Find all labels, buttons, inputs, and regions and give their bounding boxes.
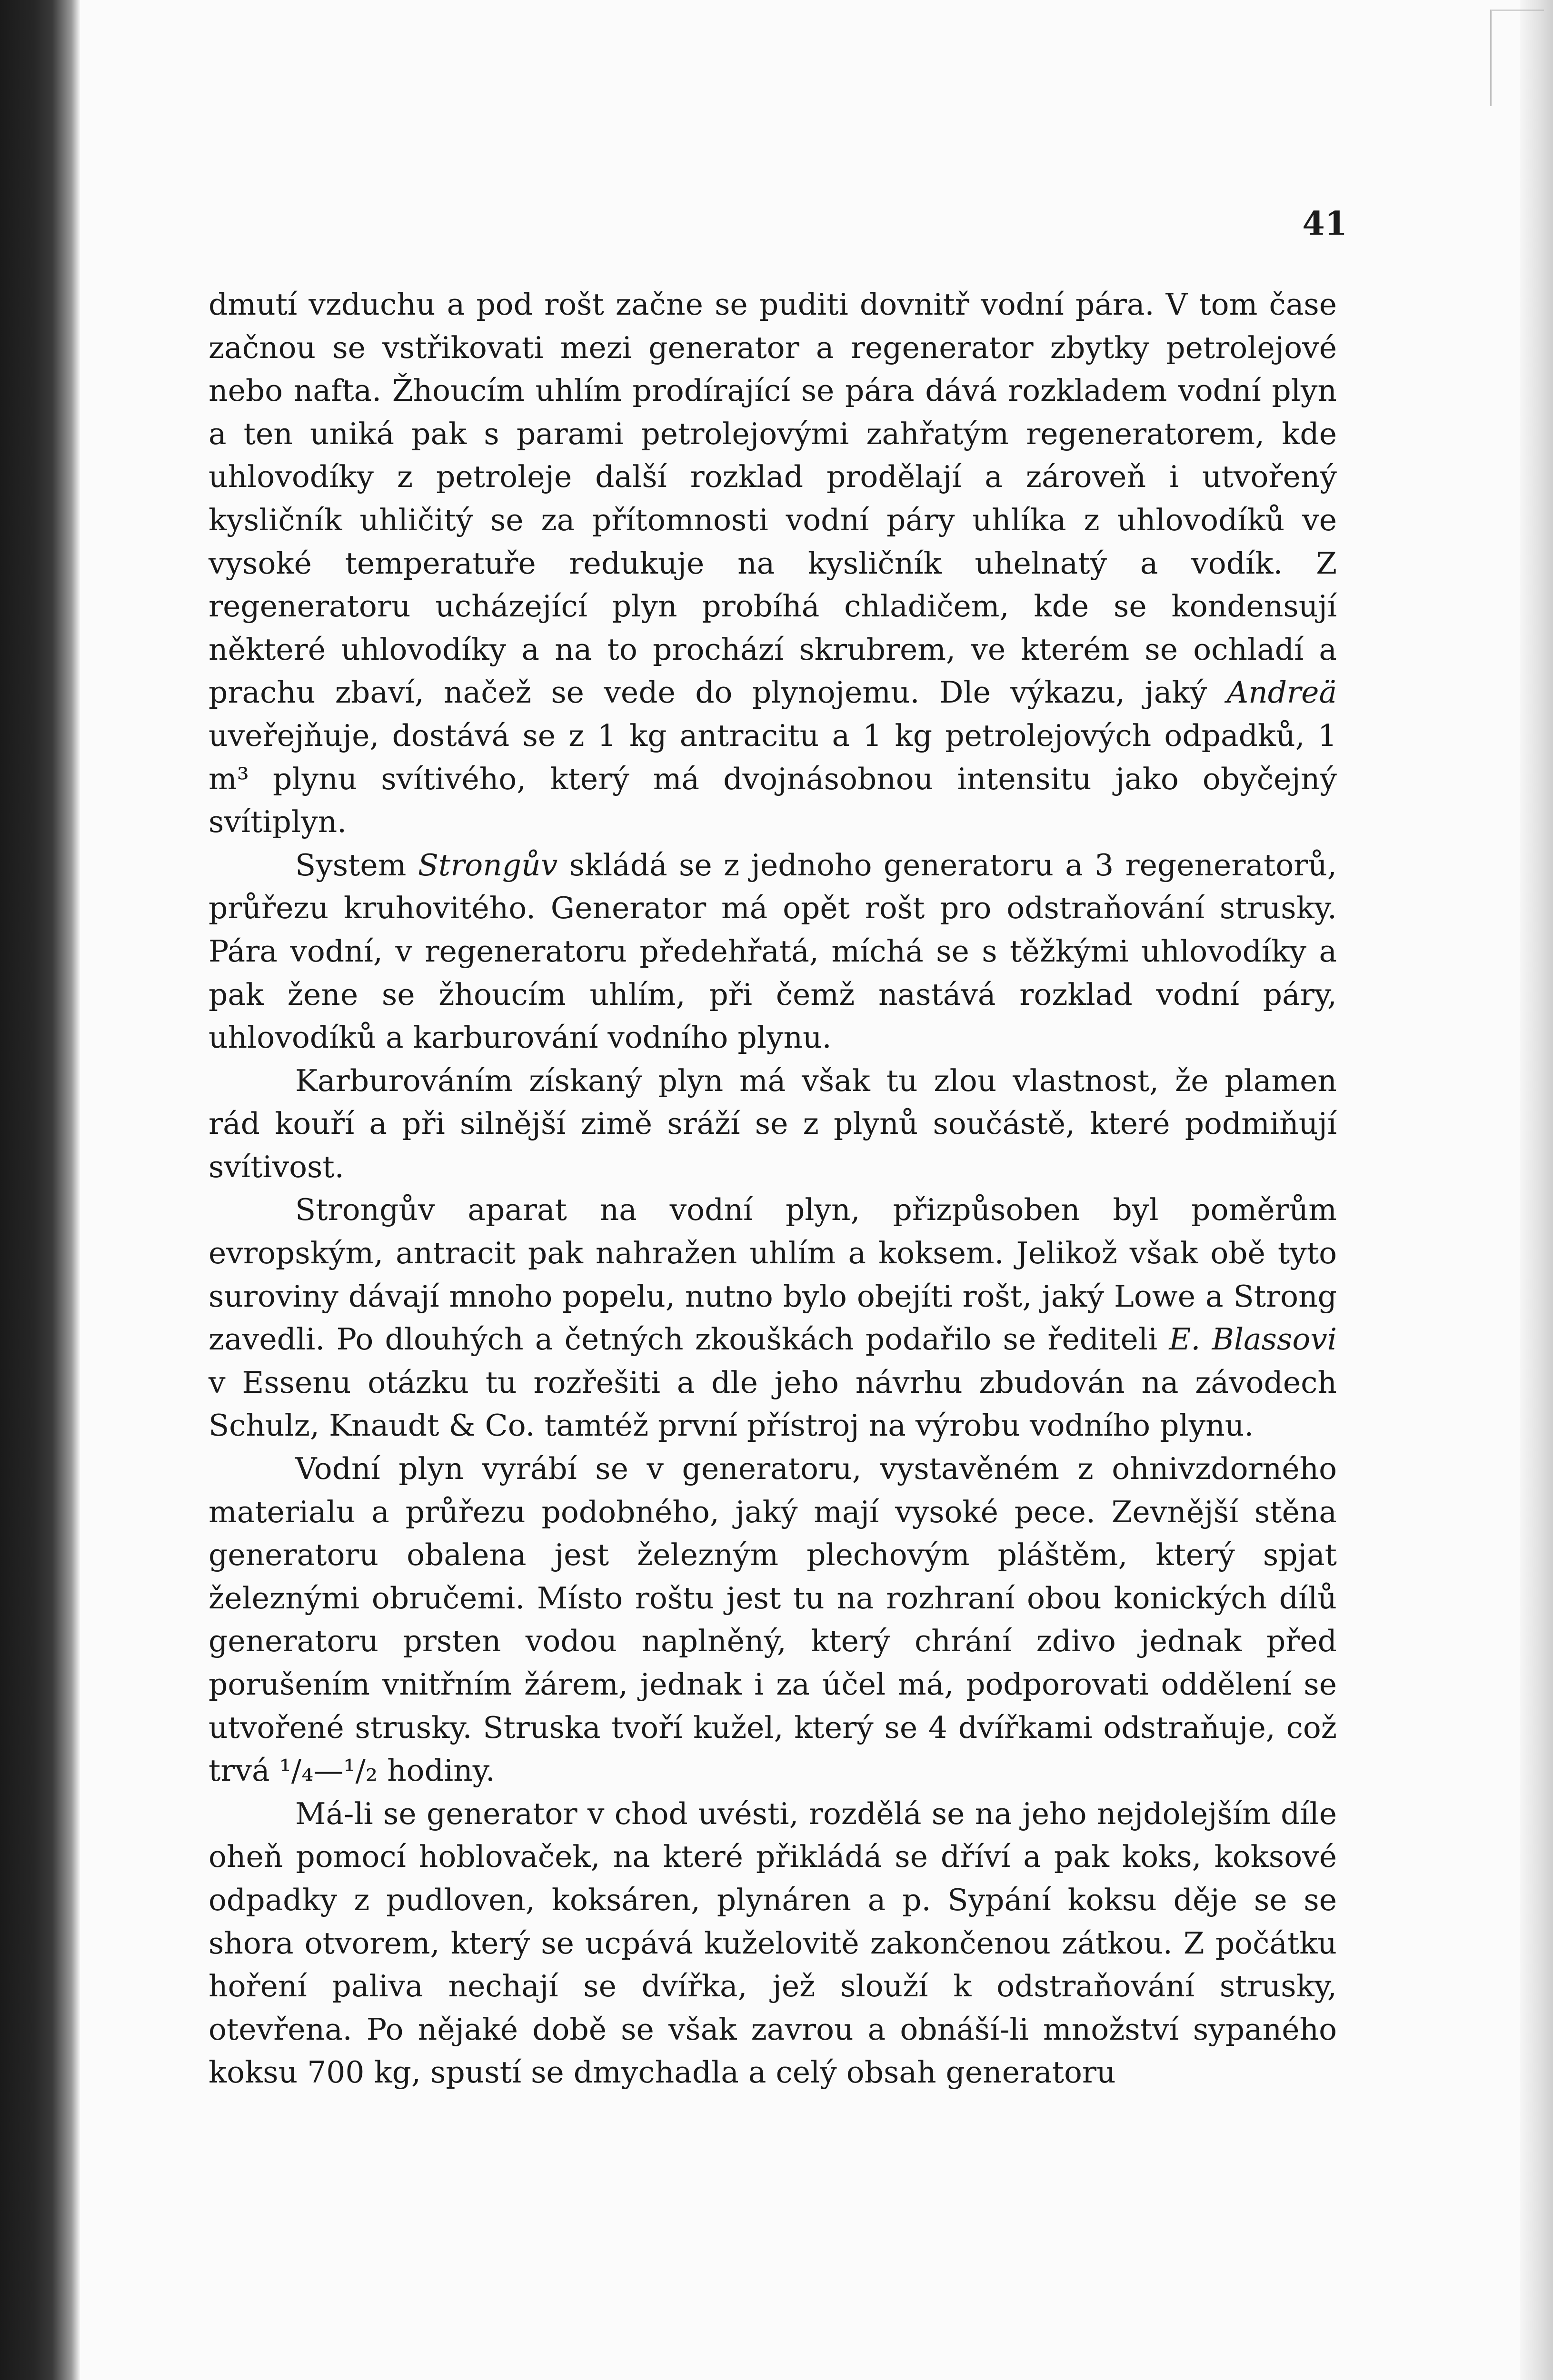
- author-name: Andreä: [1226, 675, 1337, 710]
- author-name: E. Blassovi: [1169, 1322, 1337, 1357]
- book-spine-shadow: [0, 0, 80, 2380]
- paragraph: dmutí vzduchu a pod rošt začne se puditi dovnitř vodní pára. V tom čase začnou se vstřikovati mezi generator a regenerator zbytky petrolejové nebo nafta. Žhoucím uhlím prodírající se pára dává rozkladem vodní plyn a ten uniká pak s parami petrolejovými zahřatým regeneratorem, kde uhlovodíky z petroleje další rozklad prodělají a zároveň i utvořený kysličník uhličitý se za přítomnosti vodní páry uhlíka z uhlovodíků ve vysoké temperatuře redukuje na kysličník uhelnatý a vodík. Z regeneratoru ucházející plyn probíhá chladičem, kde se kondensují některé uhlovodíky a na to prochází skrubrem, ve kterém se ochladí a prachu zbaví, načež se vede do plynojemu. Dle výkazu, jaký Andreä uveřejňuje, dostává se z 1 kg antracitu a 1 kg petrolejových odpadků, 1 m³ plynu svítivého, který má dvojnásobnou intensitu jako obyčejný svítiplyn.: [209, 287, 1337, 840]
- scan-corner-mark: [1490, 10, 1544, 106]
- paragraph: Vodní plyn vyrábí se v generatoru, vystavěném z ohnivzdorného materialu a průřezu podobného, jaký mají vysoké pece. Zevnější stěna generatoru obalena jest železným plechovým pláštěm, který spjat železnými obručemi. Místo roštu jest tu na rozhraní obou konických dílů generatoru prsten vodou naplněný, který chrání zdivo jednak před porušením vnitřním žárem, jednak i za účel má, podporovati oddělení se utvořené strusky. Struska tvoří kužel, který se 4 dvířkami odstraňuje, což trvá ¹/₄—¹/₂ hodiny.: [209, 1451, 1337, 1788]
- paragraph: Strongův aparat na vodní plyn, přizpůsoben byl poměrům evropským, antracit pak nahražen uhlím a koksem. Jelikož však obě tyto suroviny dávají mnoho popelu, nutno bylo obejíti rošt, jaký Lowe a Strong zavedli. Po dlouhých a četných zkouškách podařilo se řediteli E. Blassovi v Essenu otázku tu rozřešiti a dle jeho návrhu zbudován na závodech Schulz, Knaudt & Co. tamtéž první přístroj na výrobu vodního plynu.: [209, 1192, 1337, 1443]
- paragraph: System Strongův skládá se z jednoho generatoru a 3 regeneratorů, průřezu kruhovitého. Generator má opět rošt pro odstraňování strusky. Pára vodní, v regeneratoru předehřatá, míchá se s těžkými uhlovodíky a pak žene se žhoucím uhlím, při čemž nastává rozklad vodní páry, uhlovodíků a karburování vodního plynu.: [209, 847, 1337, 1055]
- paragraph: Má-li se generator v chod uvésti, rozdělá se na jeho nejdolejším díle oheň pomocí hoblovaček, na které přikládá se dříví a pak koks, koksové odpadky z pudloven, koksáren, plynáren a p. Sypání koksu děje se se shora otvorem, který se ucpává kuželovitě zakončenou zátkou. Z počátku hoření paliva nechají se dvířka, jež slouží k odstraňování strusky, otevřena. Po nějaké době se však zavrou a obnáší-li množství sypaného koksu 700 kg, spustí se dmychadla a celý obsah generatoru: [209, 1796, 1337, 2090]
- body-text: [209, 283, 1337, 2094]
- author-name: Strongův: [418, 847, 558, 883]
- paragraph: Karburováním získaný plyn má však tu zlou vlastnost, že plamen rád kouří a při silnější zimě sráží se z plynů součástě, které podmiňují svítivost.: [209, 1063, 1337, 1184]
- page-number: 41: [1302, 205, 1347, 243]
- page-edge-shadow: [1520, 0, 1553, 2380]
